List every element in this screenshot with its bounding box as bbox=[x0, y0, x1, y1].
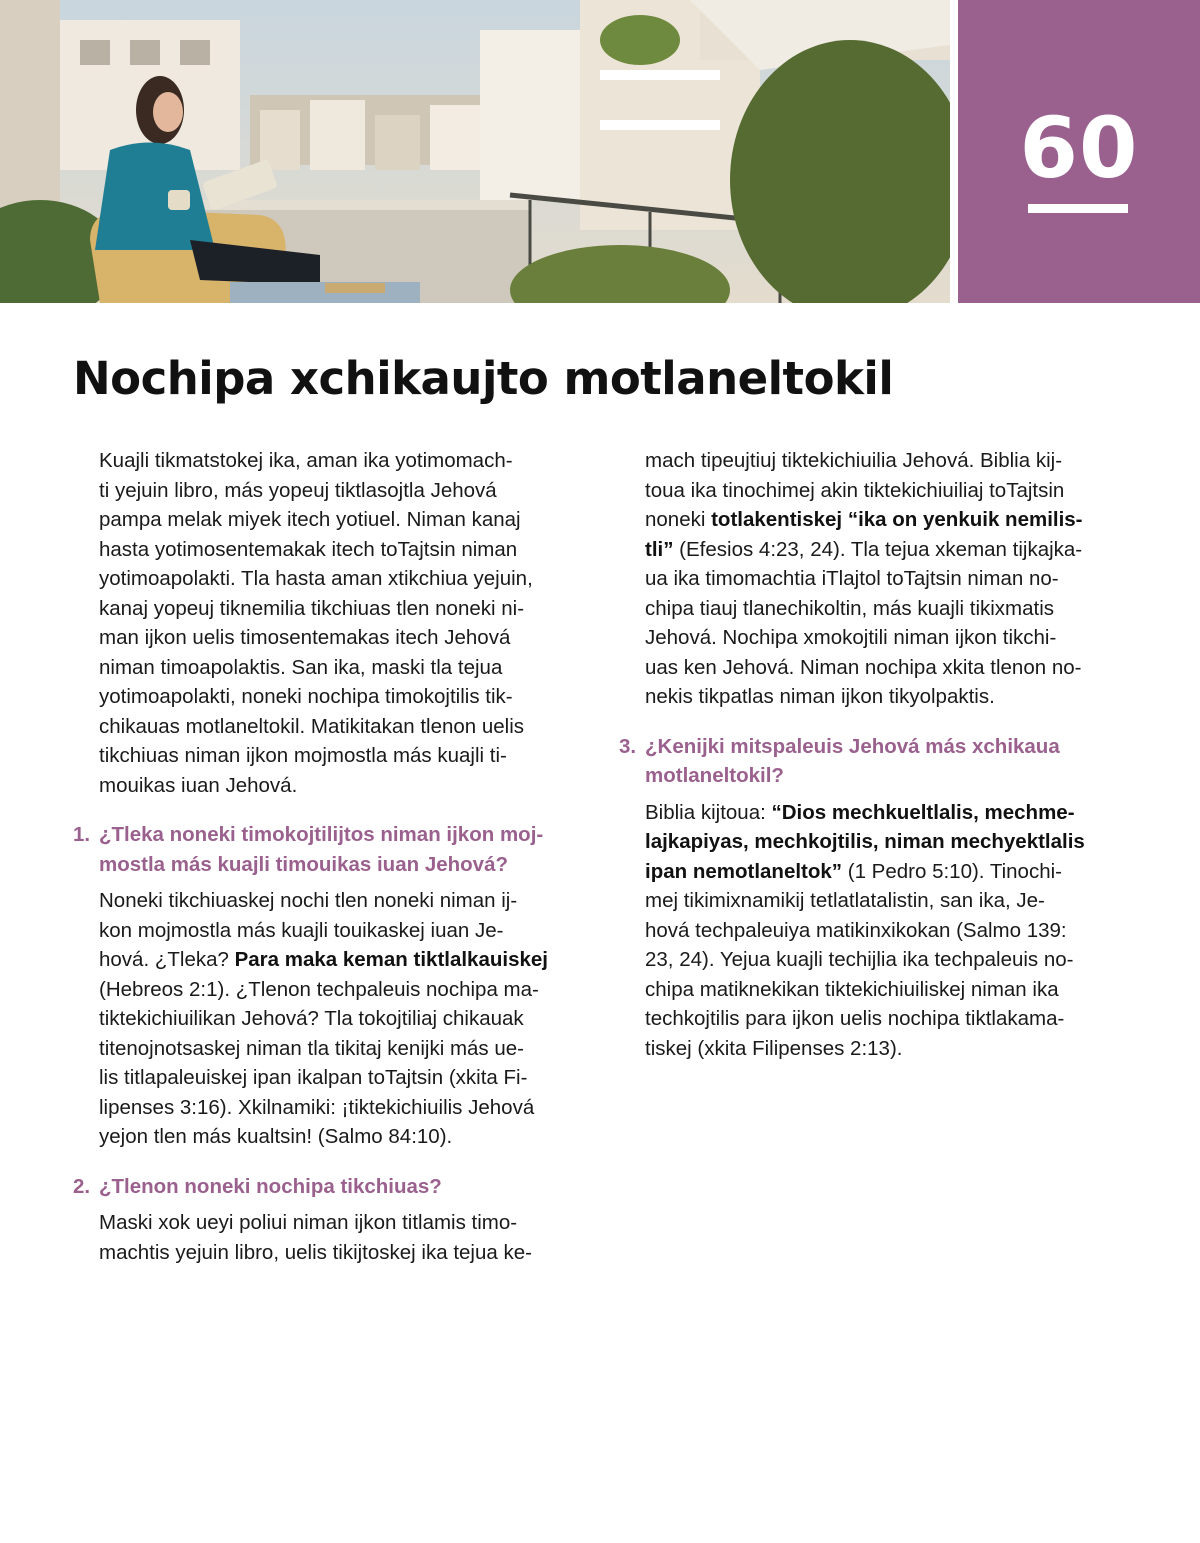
emphasis-text: tli” bbox=[645, 537, 674, 561]
lesson-number: 60 bbox=[1019, 99, 1139, 197]
right-column bbox=[619, 446, 1133, 1063]
balcony-illustration bbox=[0, 0, 950, 303]
emphasis-text: Para maka keman tiktlalkauiskej bbox=[234, 948, 548, 971]
question-1-number: 1. bbox=[73, 823, 91, 846]
question-3-number: 3. bbox=[619, 734, 637, 758]
badge-underline bbox=[1028, 204, 1128, 213]
intro-paragraph: Kuajli tikmatstokej ika, aman ika yotimomach- ti yejuin libro, más yopeuj tiktlasojtla Jehová pampa melak miyek itech yotiuel. Niman kanaj hasta yotimosentemakak itech toTajtsin niman yotimoapolakti. Tla hasta aman xtikchiua yejuin, kanaj yopeuj tiknemilia tikchiuas tlen noneki ni- man ijkon uelis timosentemakas itech Jehová niman timoapolaktis. San ika, maski tla tejua yotimoapolakti, noneki nochipa timokojtilis tik- chikauas motlaneltokil. Matikitakan tlenon uelis tikchiuas niman ijkon mojmostla más kuajli ti- mouikas iuan Jehová. bbox=[99, 449, 533, 797]
question-2-heading bbox=[73, 1172, 586, 1202]
question-2-number: 2. bbox=[73, 1174, 91, 1198]
emphasis-text: lajkapiyas, mechkojtilis, niman mechyektlalis bbox=[645, 830, 1085, 853]
question-3-text: ¿Kenijki mitspaleuis Jehová más xchikaua motlaneltokil? bbox=[645, 734, 1060, 787]
answer-2-paragraph-start: Maski xok ueyi poliui niman ijkon titlamis timo- machtis yejuin libro, uelis tikijtoskej ika tejua ke- bbox=[99, 1211, 532, 1264]
header-photo bbox=[0, 0, 950, 303]
question-3-heading bbox=[619, 732, 1133, 791]
left-column bbox=[73, 446, 586, 1267]
question-2-text: ¿Tlenon noneki nochipa tikchiuas? bbox=[99, 1174, 442, 1198]
question-1-heading bbox=[73, 820, 586, 879]
answer-3-paragraph: Biblia kijtoua: “Dios mechkueltlalis, mechme- lajkapiyas, mechkojtilis, niman mechyektlalis ipan nemotlaneltok” (1 Pedro 5:10). Tinochi- mej tikimixnamikij tetlatlatalistin, san ika, Je- hová techpaleuiya matikinxikokan (Salmo 139: 23, 24). Yejua kuajli techijlia ika techpaleuis no- chipa matiknekikan tiktekichiuiliskej niman ika techkojtilis para ijkon uelis nochipa tiktlakama- tiskej (xkita Filipenses 2:13). bbox=[645, 800, 1085, 1060]
page-title: Nochipa xchikaujto motlaneltokil bbox=[73, 352, 894, 405]
answer-2-paragraph-continued: mach tipeujtiuj tiktekichiuilia Jehová. Biblia kij- toua ika tinochimej akin tiktekichiuiliaj toTajtsin noneki totlakentiskej “ika on yenkuik nemilis- tli” (Efesios 4:23, 24). Tla tejua xkeman tijkajka- ua ika timomachtia iTlajtol toTajtsin niman no- chipa tiauj tlanechikoltin, más kuajli tikixmatis Jehová. Nochipa xmokojtili niman ijkon tikchi- uas ken Jehová. Niman nochipa xkita tlenon no- nekis tikpatlas niman ijkon tikyolpaktis. bbox=[645, 449, 1083, 708]
answer-1-paragraph: Noneki tikchiuaskej nochi tlen noneki niman ij- kon mojmostla más kuajli touikaskej iuan Je- hová. ¿Tleka? Para maka keman tiktlalkauiskej (Hebreos 2:1). ¿Tlenon techpaleuis nochipa ma- tiktekichiuilikan Jehová? Tla tokojtiliaj chikauak titenojnotsaskej niman tla tikitaj kenijki más ue- lis titlapaleuiskej ipan ikalpan toTajtsin (xkita Fi- lipenses 3:16). Xkilnamiki: ¡tiktekichiuilis Jehová yejon tlen más kualtsin! (Salmo 84:10). bbox=[99, 889, 548, 1148]
question-1-text: ¿Tleka noneki timokojtilijtos niman ijkon moj- mostla más kuajli timouikas iuan Jehová? bbox=[99, 823, 544, 876]
lesson-number-badge bbox=[958, 0, 1200, 303]
emphasis-text: totlakentiskej “ika on yenkuik nemilis- bbox=[711, 508, 1083, 531]
emphasis-text: ipan nemotlaneltok” bbox=[645, 859, 843, 883]
emphasis-text: “Dios mechkueltlalis, mechme- bbox=[771, 800, 1075, 824]
